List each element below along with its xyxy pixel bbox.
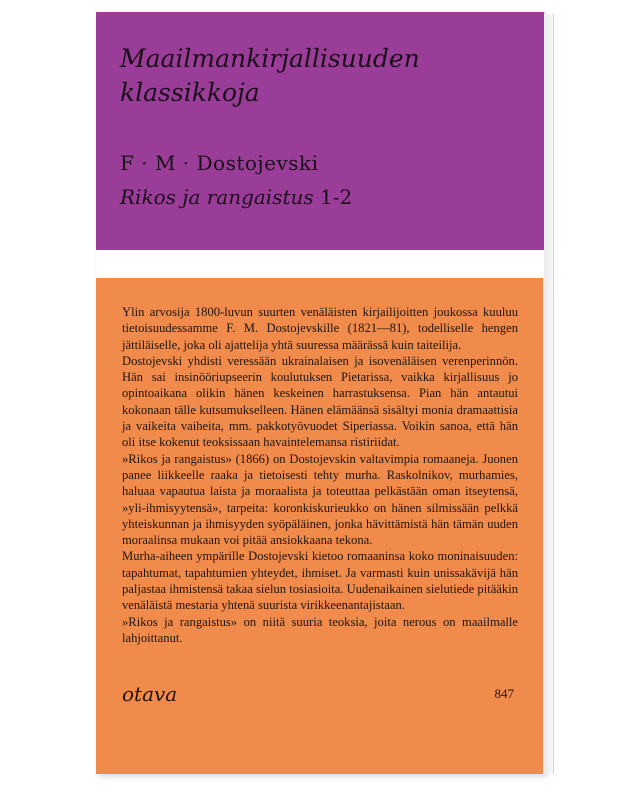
blurb-paragraph: »Rikos ja rangaistus» on niitä suuria teoksia, joita nerous on maailmalle lahjoittanut. (122, 614, 518, 645)
book-back-cover (96, 12, 544, 774)
purple-title-band (96, 12, 544, 250)
blurb-paragraph: Ylin arvosija 1800-luvun suurten venäläisten kirjailijoitten joukossa kuuluu tietoisuudessamme F. M. Dostojevskille (1821—81), todelliselle hengen jättiläiselle, joka oli ajattelija yhtä suuressa määrässä kuin taiteilija. (122, 305, 518, 352)
blurb-paragraph: Dostojevski yhdisti veressään ukrainalaisen ja isovenäläisen verenperinnön. Hän sai insinööriupseerin koulutuksen Pietarissa, vaikka kirjallisuus jo opintoaikana olikin hänen keskeinen harrastuksensa. Pian hän antautui kokonaan tälle kutsumukselleen. Hänen elämäänsä sisältyi monia dramaattisia ja vaikeita vaiheita, mm. pakkotyövuodet Siperiassa. Voikin sanoa, että hän oli itse kokenut teoksissaan havaintelemansa ristiriidat. (122, 353, 518, 450)
series-title-line1: Maailmankirjallisuuden (120, 44, 420, 73)
series-title (120, 42, 530, 110)
blurb-text (122, 304, 518, 646)
book-title-text: Rikos ja rangaistus (120, 185, 314, 209)
white-divider-strip (96, 250, 544, 278)
cover-edge (543, 14, 554, 774)
book-volumes: 1-2 (320, 185, 353, 209)
book-title (120, 182, 352, 212)
publisher-logo: otava (122, 682, 178, 706)
series-title-line2: klassikkoja (120, 78, 260, 107)
blurb-paragraph: Murha-aiheen ympärille Dostojevski kietoo romaaninsa koko moninaisuuden: tapahtumat, tapahtumien yhteydet, ihmiset. Ja varmasti kuin unissakävijä hän paljastaa ihmistensä takaa sielun tosiasioita. Uudenaikainen sielutiede pitääkin venäläistä mestaria yhtenä suurista virikkeenantajistaan. (122, 549, 518, 613)
author-name: F · M · Dostojevski (120, 151, 319, 175)
blurb-paragraph: »Rikos ja rangaistus» (1866) on Dostojevskin valtavimpia romaaneja. Juonen panee liikkeelle raaka ja tietoisesti tehty murha. Raskolnikov, murhamies, haluaa vapautua laista ja moraalista ja toteuttaa pelkästään oman itseytensä, »yli-ihmisyytensä», tarpeita: koronkiskurieukko on hänen silmissään pelkkä yhteiskunnan ja ihmisyyden syöpäläinen, jonka hävittämistä hän tämän uuden moraalinsa mukaan voi pitää ansiokkaana tekona. (122, 451, 518, 548)
catalog-number: 847 (494, 686, 514, 701)
